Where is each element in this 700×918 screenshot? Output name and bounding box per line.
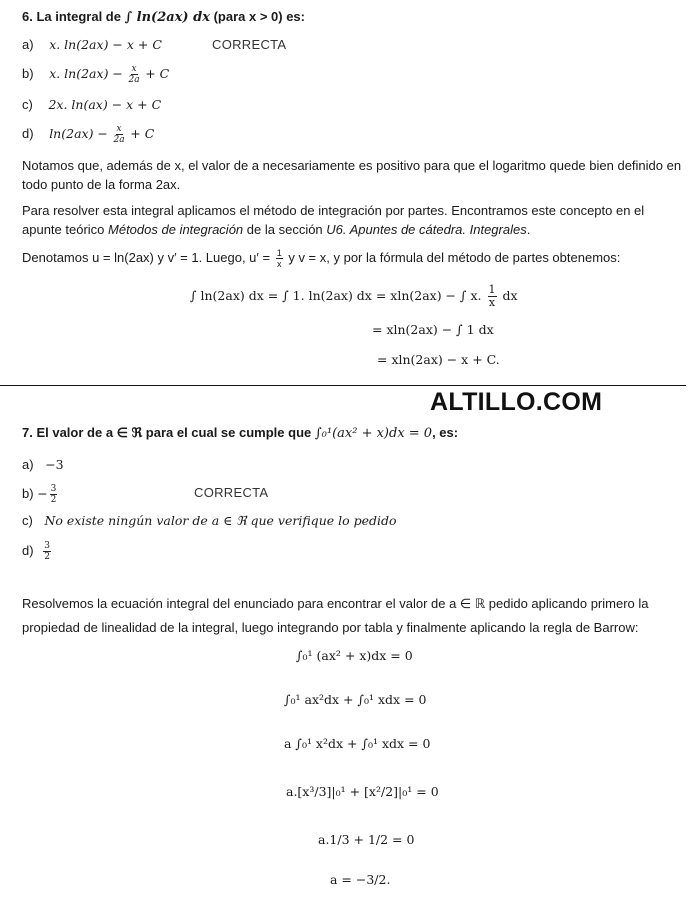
q7-step-5: a.1/3 + 1/2 = 0 (318, 832, 415, 847)
q6-equation-line-2: = xln(2ax) − ∫ 1 dx (372, 322, 494, 337)
q6-question-expr: ∫ ln(2ax) dx (124, 10, 210, 25)
q6-option-c: c) 2x. ln(ax) − x + C (22, 97, 162, 112)
q6-option-b: b) x. ln(2ax) − $\frac{x}{2a}$ + C (22, 64, 170, 85)
section-divider (0, 385, 686, 386)
q6-question (22, 9, 305, 25)
q7-option-a: a) −3 (22, 457, 64, 472)
q7-step-6: a = −3/2. (330, 872, 391, 887)
q6-paragraph-1: Notamos que, además de x, el valor de a necesariamente es positivo para que el logaritmo quede bien definido en todo punto de la forma 2ax. (22, 158, 682, 192)
q6-paragraph-3: Denotamos u = ln(2ax) y v′ = 1. Luego, u′ = $\frac{1}{x}$ y v = x, y por la fórmula del método de partes obtenemos: (22, 248, 621, 269)
q6-correct-label: CORRECTA (212, 37, 287, 52)
q7-step-1: ∫₀¹ (ax² + x)dx = 0 (296, 648, 413, 663)
q7-step-3: a ∫₀¹ x²dx + ∫₀¹ xdx = 0 (284, 736, 431, 751)
q7-option-b: b) − $\frac{3}{2}$ (22, 484, 57, 505)
q7-step-4: a.[x³/3]|₀¹ + [x²/2]|₀¹ = 0 (286, 784, 439, 799)
q6-equation-line-3: = xln(2ax) − x + C. (377, 352, 500, 367)
q6-paragraph-2: Para resolver esta integral aplicamos el método de integración por partes. Encontramos este concepto en el apunte teórico Métodos de integración de la sección U6. Apuntes de cátedra. Integrales. (22, 203, 645, 237)
q7-question: 7. El valor de a ∈ ℜ para el cual se cumple que ∫₀¹(ax² + x)dx = 0, es: (22, 425, 459, 441)
q7-option-d: d) $\frac{3}{2}$ (22, 541, 50, 562)
q7-paragraph-1: Resolvemos la ecuación integral del enunciado para encontrar el valor de a ∈ ℝ pedido aplicando primero la propiedad de linealidad de la integral, luego integrando por tabla y finalmente aplicando la regla de Barrow: (22, 596, 649, 635)
q6-option-d: d) ln(2ax) − $\frac{x}{2a}$ + C (22, 124, 155, 145)
q7-option-c: c) No existe ningún valor de a ∈ ℜ que verifique lo pedido (22, 513, 397, 528)
q7-correct-label: CORRECTA (194, 485, 269, 500)
q6-equation-line-1: ∫ ln(2ax) dx = ∫ 1. ln(2ax) dx = xln(2ax) − ∫ x. $\frac{1}{x}$ dx (190, 283, 518, 309)
q6-question-cond: (para x > 0) es: (213, 9, 305, 24)
q6-question-prefix: 6. La integral de (22, 9, 121, 24)
q6-option-a: a) x. ln(2ax) − x + C (22, 37, 162, 52)
q7-step-2: ∫₀¹ ax²dx + ∫₀¹ xdx = 0 (284, 692, 427, 707)
altillo-brand-logo: ALTILLO.COM (430, 388, 603, 416)
